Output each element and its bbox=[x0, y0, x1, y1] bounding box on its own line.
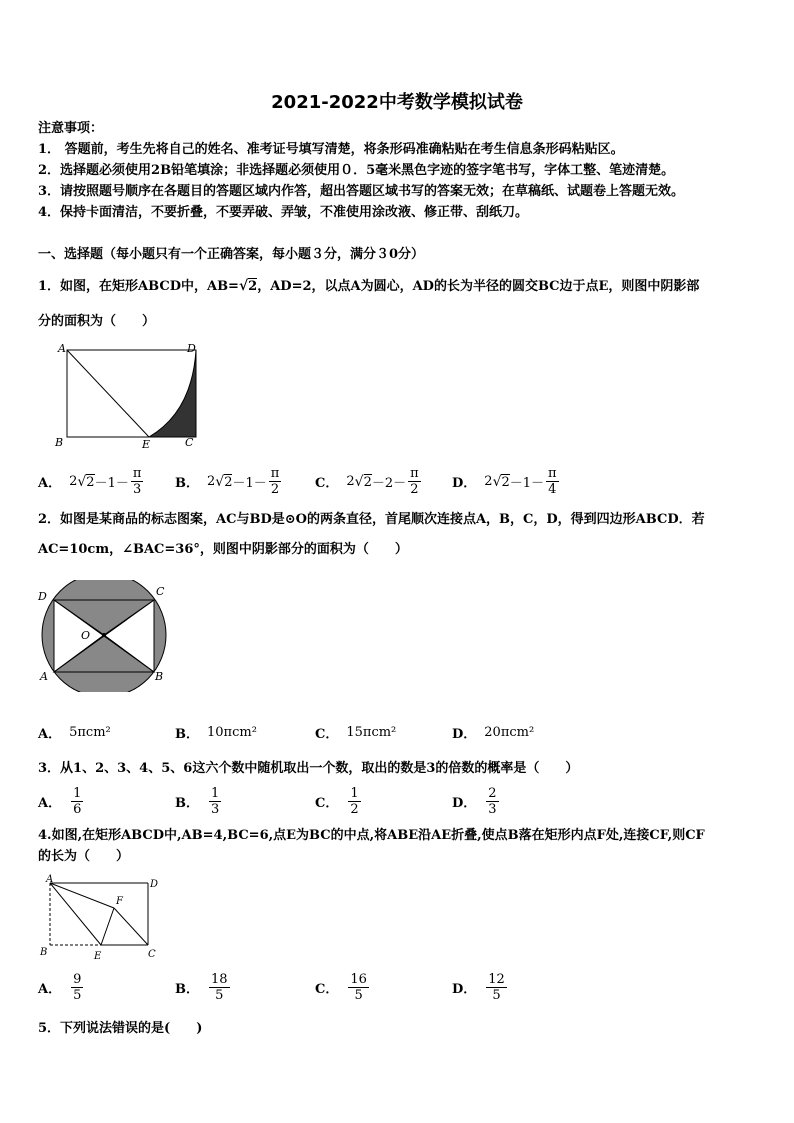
q1-label-b: B bbox=[55, 436, 64, 449]
q2-label-a: A bbox=[40, 670, 48, 683]
q2-option-d[interactable]: D． 20πcm² bbox=[452, 725, 535, 742]
q2-label-d: D bbox=[38, 590, 47, 603]
q2-option-a[interactable]: A． 5πcm² bbox=[38, 725, 111, 742]
q1-option-c[interactable]: C． 2 √ 2 －2－ $\frac{\pi}{2}$ bbox=[315, 466, 419, 497]
q2-label-o: O bbox=[81, 629, 91, 642]
q2-option-b[interactable]: B． 10πcm² bbox=[175, 725, 257, 742]
q4-option-c[interactable]: C． $\frac{16}{5}$ bbox=[315, 972, 367, 1003]
notice-item-2: 2．选择题必须使用2B铅笔填涂；非选择题必须使用０．5毫米黑色字迹的签字笔书写，字体工整、笔迹清楚。 bbox=[38, 163, 675, 178]
q3-text: 3．从1、2、3、4、5、6这六个数中随机取出一个数，取出的数是3的倍数的概率是（ ） bbox=[38, 761, 579, 776]
q4-text-line1: 4.如图,在矩形ABCD中,AB=4,BC=6,点E为BC的中点,将ABE沿AE折叠,使点B落在矩形内点F处,连接CF,则CF bbox=[38, 828, 705, 843]
q4-text-line2: 的长为（ ） bbox=[38, 849, 130, 864]
notice-item-1: 1． 答题前，考生先将自己的姓名、准考证号填写清楚，将条形码准确粘贴在考生信息条形码粘贴区。 bbox=[38, 142, 624, 157]
notice-heading: 注意事项： bbox=[38, 121, 104, 136]
q1-option-b[interactable]: B． 2 √ 2 －1－ $\frac{\pi}{2}$ bbox=[175, 466, 280, 497]
q4-figure bbox=[36, 873, 168, 965]
q2-option-c[interactable]: C． 15πcm² bbox=[315, 725, 397, 742]
q1-label-e: E bbox=[142, 438, 151, 451]
q4-label-d: D bbox=[150, 879, 159, 890]
q4-label-b: B bbox=[40, 947, 48, 958]
q4-label-f: F bbox=[116, 896, 123, 907]
notice-item-3: 3．请按照题号顺序在各题目的答题区域内作答，超出答题区域书写的答案无效；在草稿纸、试题卷上答题无效。 bbox=[38, 184, 685, 199]
q4-label-c: C bbox=[148, 949, 156, 960]
q1-option-a[interactable]: A． 2 √ 2 －1－ $\frac{\pi}{3}$ bbox=[38, 466, 142, 497]
q3-option-b[interactable]: B． $\frac{1}{3}$ bbox=[175, 786, 220, 817]
q5-text: 5．下列说法错误的是( ) bbox=[38, 1021, 203, 1036]
q1-label-a: A bbox=[58, 342, 66, 355]
q4-label-a: A bbox=[46, 874, 54, 885]
q2-label-b: B bbox=[155, 670, 164, 683]
q1-text-line2: 分的面积为（ ） bbox=[38, 314, 156, 329]
notice-item-4: 4．保持卡面清洁，不要折叠，不要弄破、弄皱，不准使用涂改液、修正带、刮纸刀。 bbox=[38, 205, 529, 220]
section-heading: 一、选择题（每小题只有一个正确答案，每小题３分，满分３0分） bbox=[38, 247, 425, 262]
q1-option-d[interactable]: D． 2 √ 2 －1－ $\frac{\pi}{4}$ bbox=[452, 466, 557, 497]
q3-option-d[interactable]: D． $\frac{2}{3}$ bbox=[452, 786, 497, 817]
q3-option-a[interactable]: A． $\frac{1}{6}$ bbox=[38, 786, 82, 817]
q1-label-c: C bbox=[185, 436, 194, 449]
q1-label-d: D bbox=[187, 342, 196, 355]
q4-option-a[interactable]: A． $\frac{9}{5}$ bbox=[38, 972, 82, 1003]
q2-text-line2: AC=10cm，∠BAC=36°，则图中阴影部分的面积为（ ） bbox=[38, 542, 408, 557]
q1-figure bbox=[52, 340, 202, 452]
q2-text-line1: 2．如图是某商品的标志图案，AC与BD是⊙O的两条直径，首尾顺次连接点A，B，C，D，得到四边形ABCD．若 bbox=[38, 512, 705, 527]
q4-option-b[interactable]: B． $\frac{18}{5}$ bbox=[175, 972, 228, 1003]
q2-label-c: C bbox=[156, 585, 165, 598]
q2-figure bbox=[34, 580, 174, 692]
q3-option-c[interactable]: C． $\frac{1}{2}$ bbox=[315, 786, 359, 817]
q1-text-line1: 1．如图，在矩形ABCD中，AB=√2，AD=2，以点A为圆心，AD的长为半径的圆交BC边于点E，则图中阴影部 bbox=[38, 278, 700, 294]
page-title: 2021-2022中考数学模拟试卷 bbox=[271, 92, 523, 113]
q4-label-e: E bbox=[94, 951, 102, 962]
q4-option-d[interactable]: D． $\frac{12}{5}$ bbox=[452, 972, 505, 1003]
